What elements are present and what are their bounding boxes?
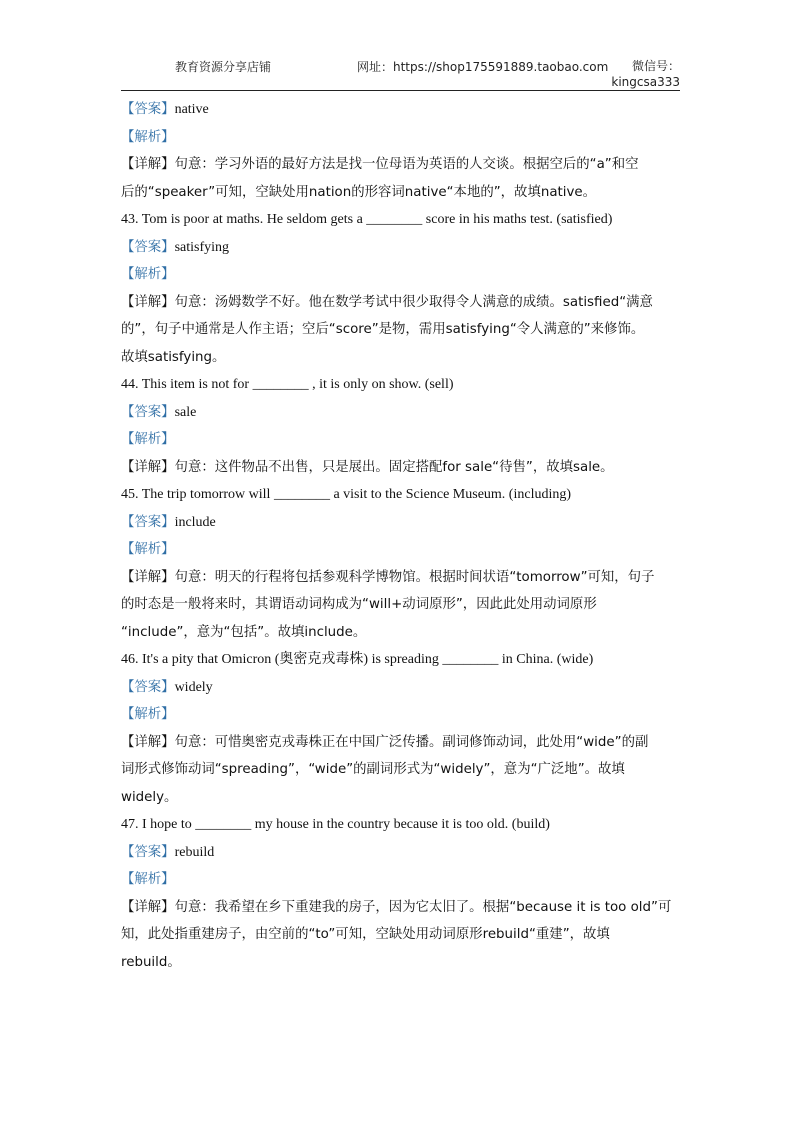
analysis-line: [121, 866, 681, 894]
analysis-line: [121, 426, 681, 454]
analysis-label: 【解析】: [121, 129, 175, 145]
analysis-line: [121, 701, 681, 729]
answer-label: 【答案】: [121, 239, 175, 255]
explanation-line: 故填satisfying。: [121, 349, 226, 365]
analysis-line: [121, 536, 681, 564]
answer-value: native: [174, 102, 209, 117]
explanation-line: 【详解】句意：可惜奥密克戎毒株正在中国广泛传播。副词修饰动词，此处用“wide”的副: [121, 734, 649, 750]
answer-label: 【答案】: [121, 404, 175, 420]
explanation-line: 的”，句子中通常是人作主语；空后“score”是物，需用satisfying“令人满意的”来修饰。: [121, 322, 645, 337]
answer-label: 【答案】: [121, 102, 175, 117]
question-line: 46. It's a pity that Omicron (奥密克戎毒株) is spreading ________ in China. (wide): [121, 652, 594, 667]
analysis-label: 【解析】: [121, 872, 175, 887]
question-line: 45. The trip tomorrow will ________ a visit to the Science Museum. (including): [121, 487, 572, 502]
answer-line: [121, 234, 681, 262]
explanation-line: widely。: [121, 789, 178, 805]
header-wechat: [611, 58, 680, 90]
explanation-line: 【详解】句意：明天的行程将包括参观科学博物馆。根据时间状语“tomorrow”可知，句子: [121, 569, 655, 585]
analysis-line: [121, 124, 681, 152]
question-line: 43. Tom is poor at maths. He seldom gets a ________ score in his maths test. (satisfied): [121, 212, 613, 227]
analysis-label: 【解析】: [121, 542, 175, 557]
answer-label: 【答案】: [121, 514, 175, 530]
analysis-label: 【解析】: [121, 707, 175, 722]
explanation-line: 【详解】句意：学习外语的最好方法是找一位母语为英语的人交谈。根据空后的“a”和空: [121, 157, 639, 172]
answer-label: 【答案】: [121, 679, 175, 695]
answer-label: 【答案】: [121, 844, 175, 860]
answer-line: [121, 839, 681, 867]
explanation-line: 【详解】句意：我希望在乡下重建我的房子，因为它太旧了。根据“because it is too old”可: [121, 899, 672, 915]
header-wechat-label: 微信号：: [631, 59, 680, 73]
analysis-label: 【解析】: [121, 432, 175, 447]
answer-line: [121, 674, 681, 702]
question-line: 47. I hope to ________ my house in the country because it is too old. (build): [121, 817, 550, 832]
answer-value: sale: [174, 404, 197, 420]
answer-value: widely: [174, 679, 213, 695]
answer-line: [121, 96, 681, 124]
answer-value: include: [174, 514, 216, 530]
page-header: [121, 56, 680, 91]
explanation-line: 后的“speaker”可知，空缺处用nation的形容词native“本地的”，故填native。: [121, 184, 597, 200]
document-body: [121, 96, 681, 976]
explanation-line: 的时态是一般将来时，其谓语动词构成为“will+动词原形”，因此此处用动词原形: [121, 597, 597, 612]
answer-line: [121, 509, 681, 537]
answer-value: rebuild: [174, 844, 215, 860]
analysis-label: 【解析】: [121, 267, 175, 282]
header-shop-name: 教育资源分享店铺: [175, 60, 272, 74]
explanation-line: 知，此处指重建房子，由空前的“to”可知，空缺处用动词原形rebuild“重建”，故填: [121, 927, 610, 942]
explanation-line: “include”，意为“包括”。故填include。: [121, 624, 367, 640]
analysis-line: [121, 261, 681, 289]
explanation-line: rebuild。: [121, 954, 181, 970]
explanation-line: 词形式修饰动词“spreading”，“wide”的副词形式为“widely”，意为“广泛地”。故填: [121, 762, 625, 777]
explanation-line: 【详解】句意：这件物品不出售，只是展出。固定搭配for sale“待售”，故填sale。: [121, 459, 614, 475]
explanation-line: 【详解】句意：汤姆数学不好。他在数学考试中很少取得令人满意的成绩。satisfied“满意: [121, 294, 653, 310]
header-wechat-id: kingcsa333: [611, 75, 680, 89]
answer-line: [121, 399, 681, 427]
question-line: 44. This item is not for ________ , it is only on show. (sell): [121, 377, 454, 392]
answer-value: satisfying: [174, 239, 230, 255]
header-url: 网址：https://shop175591889.taobao.com: [357, 60, 609, 74]
